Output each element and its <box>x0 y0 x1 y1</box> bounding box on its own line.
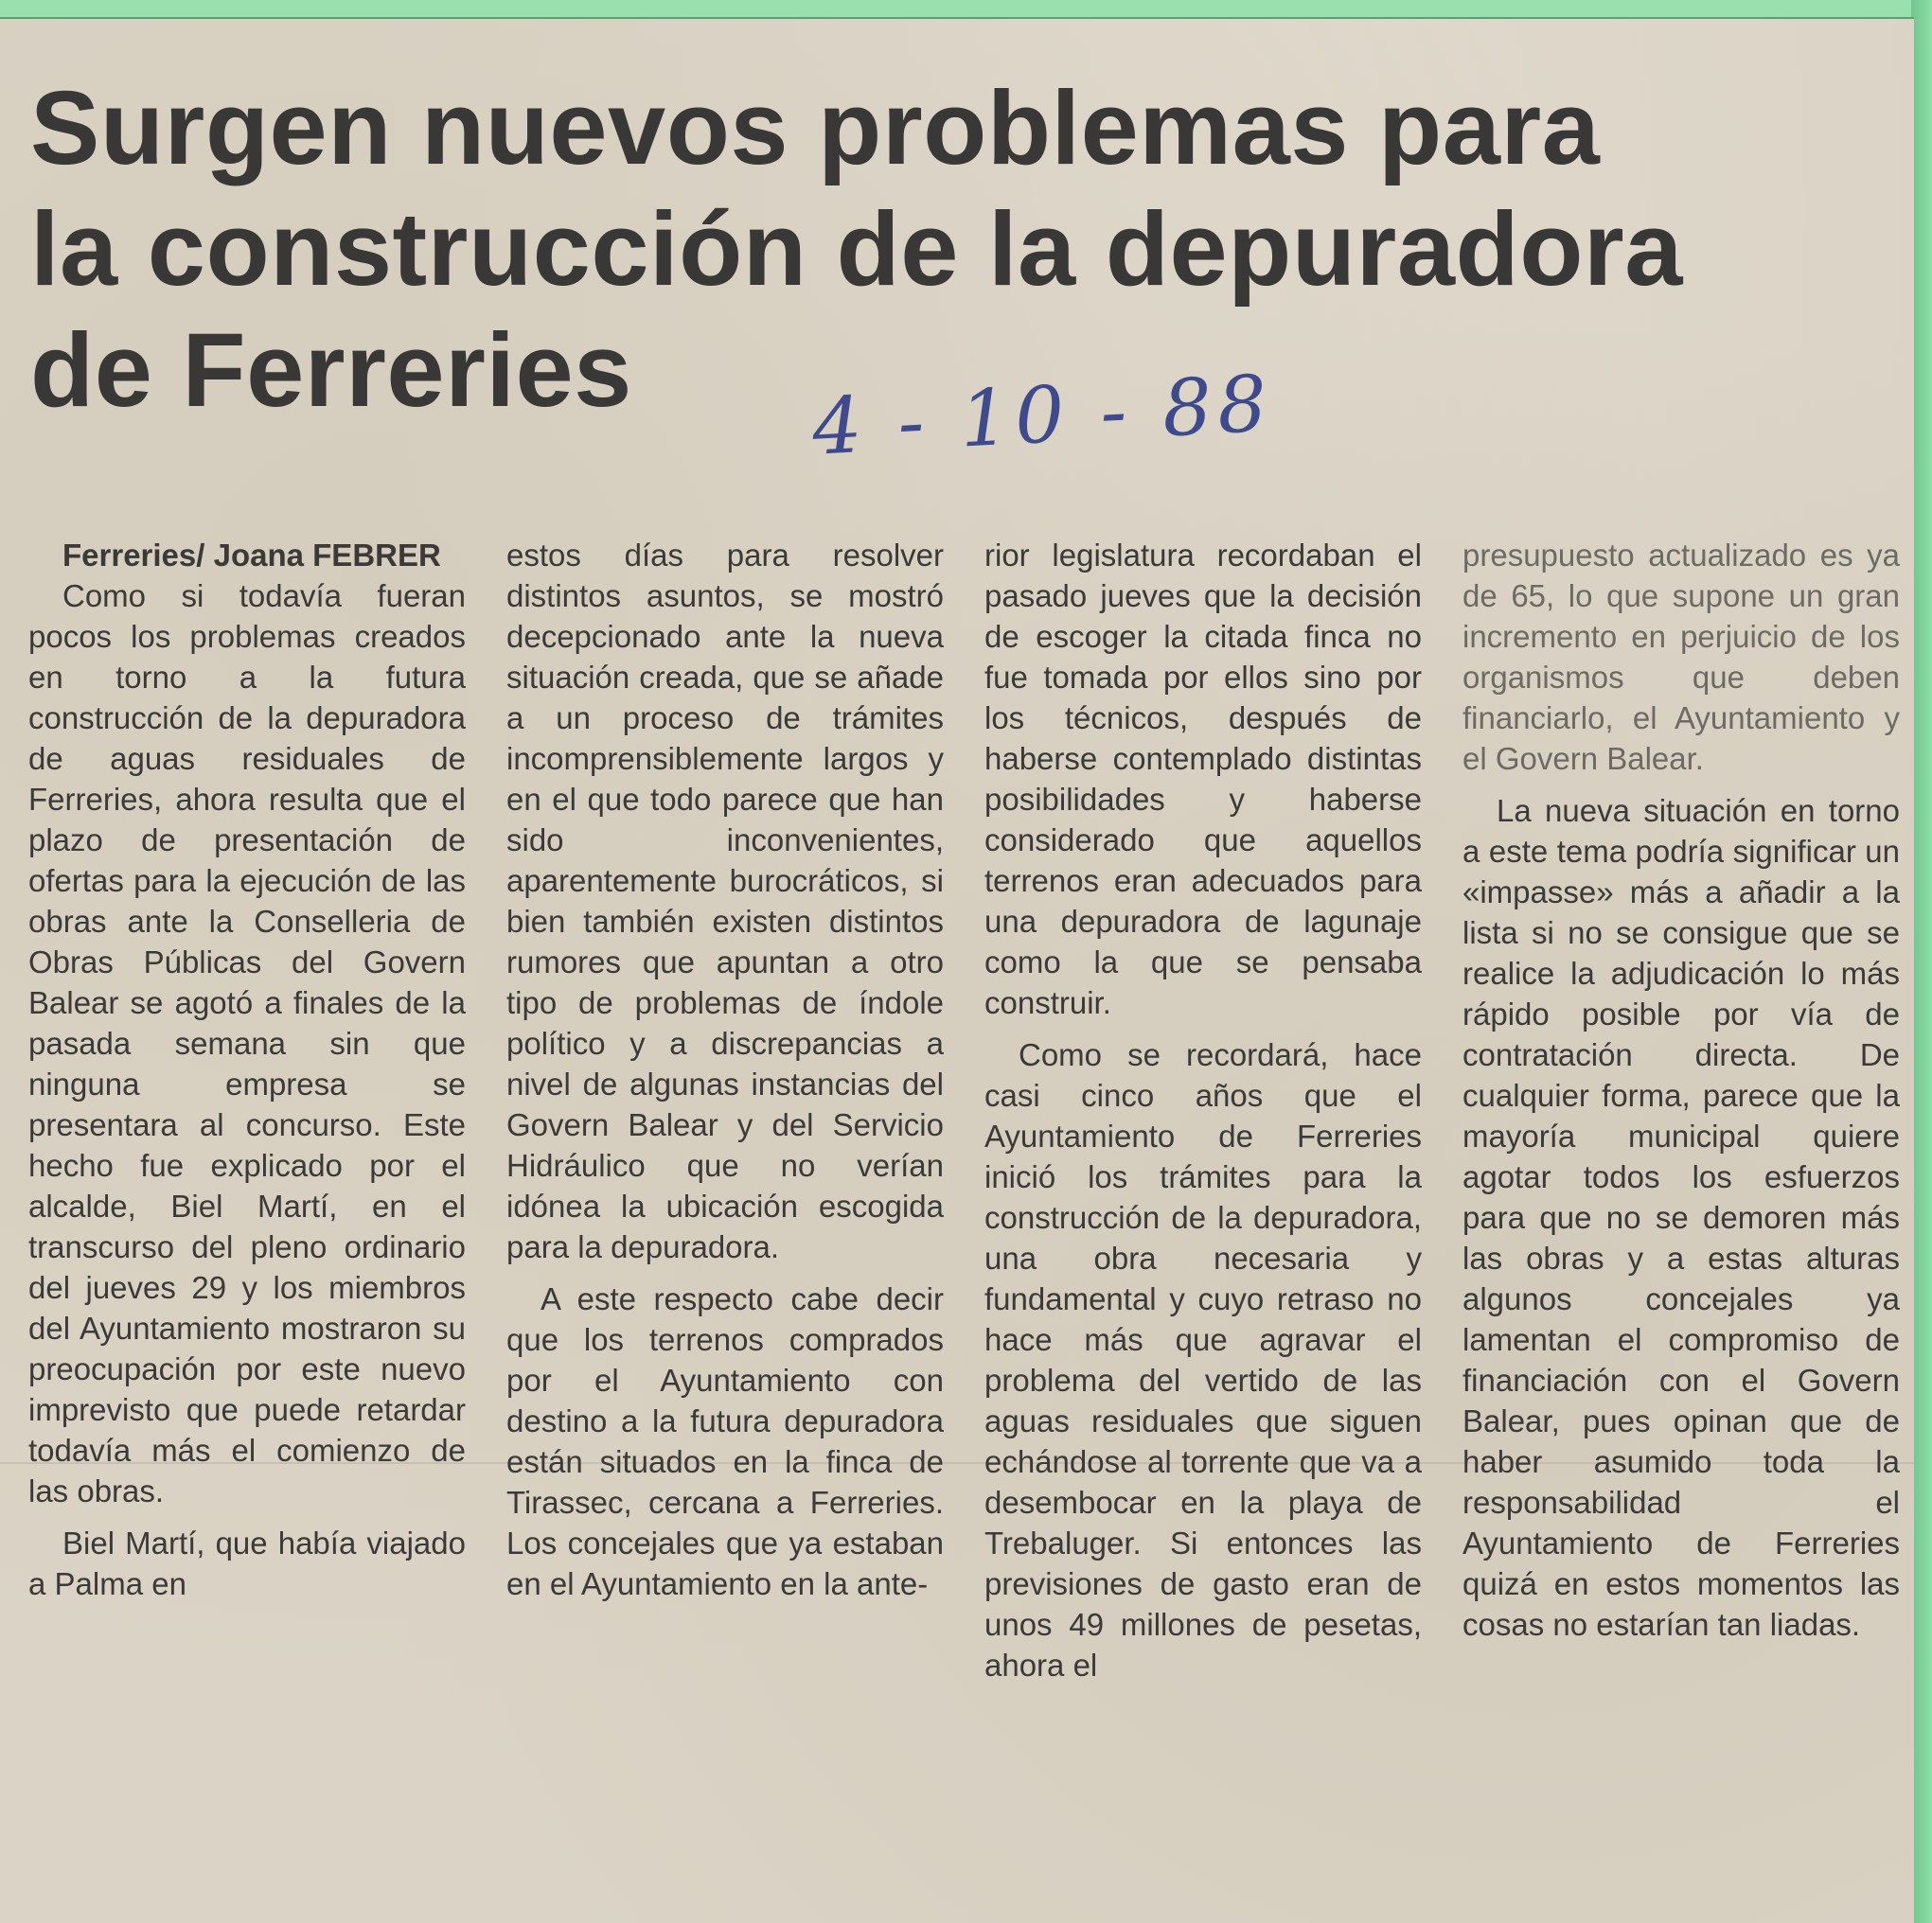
text-column-2 <box>506 535 944 1604</box>
text-column-1 <box>28 535 466 1604</box>
paragraph: estos días para resolver distintos asuntos, se mostró decepcionado ante la nueva situación creada, que se añade a un proceso de trámites incomprensiblemente largos y en el que todo parece que han sido inconvenientes, aparentemente burocráticos, si bien también existen distintos rumores que apuntan a otro tipo de problemas de índole político y a discrepancias a nivel de algunas instancias del Govern Balear y del Servicio Hidráulico que no verían idónea la ubicación escogida para la depuradora. <box>506 538 944 1264</box>
paragraph: Como se recordará, hace casi cinco años que el Ayuntamiento de Ferreries inició los trámites para la construcción de la depuradora, una obra necesaria y fundamental y cuyo retraso no hace más que agravar el problema del vertido de las aguas residuales que siguen echándose al torrente que va a desembocar en la playa de Trebaluger. Si entonces las previsiones de gasto eran de unos 49 millones de pesetas, ahora el <box>984 1037 1422 1683</box>
paragraph: Como si todavía fueran pocos los problemas creados en torno a la futura construcción de la depuradora de aguas residuales de Ferreries, ahora resulta que el plazo de presentación de ofertas para la ejecución de las obras ante la Conselleria de Obras Públicas del Govern Balear se agotó a finales de la pasada semana sin que ninguna empresa se presentara al concurso. Este hecho fue explicado por el alcalde, Biel Martí, en el transcurso del pleno ordinario del jueves 29 y los miembros del Ayuntamiento mostraron su preocupación por este nuevo imprevisto que puede retardar todavía más el comienzo de las obras. <box>28 578 466 1508</box>
scan-background-right <box>1911 0 1932 1923</box>
headline-line-3: de Ferreries <box>30 312 632 429</box>
paragraph: A este respecto cabe decir que los terrenos comprados por el Ayuntamiento con destino a la futura depuradora están situados en la finca de Tirassec, cercana a Ferreries. Los concejales que ya estaban en el Ayuntamiento en la ante- <box>506 1281 944 1601</box>
headline-line-1: Surgen nuevos problemas para <box>30 70 1601 186</box>
text-column-3 <box>984 535 1422 1685</box>
paragraph: presupuesto actualizado es ya de 65, lo que supone un gran incremento en perjuicio de los organismos que deben financiarlo, el Ayuntamiento y el Govern Balear. <box>1462 538 1900 776</box>
newspaper-clipping <box>0 17 1914 1923</box>
paragraph: rior legislatura recordaban el pasado jueves que la decisión de escoger la citada finca no fue tomada por ellos sino por los técnicos, después de haberse contemplado distintas posibilidades y haberse considerado que aquellos terrenos eran adecuados para una depuradora de lagunaje como la que se pensaba construir. <box>984 538 1422 1020</box>
headline-line-2: la construcción de la depuradora <box>30 191 1683 308</box>
article-body <box>28 535 1898 1879</box>
paragraph: La nueva situación en torno a este tema podría significar un «impasse» más a añadir a la lista si no se consigue que se realice la adjudicación lo más rápido posible por vía de contratación directa. De cualquier forma, parece que la mayoría municipal quiere agotar todos los esfuerzos para que no se demoren más las obras y a estas alturas algunos concejales ya lamentan el compromiso de financiación con el Govern Balear, pues opinan que de haber asumido toda la responsabilidad el Ayuntamiento de Ferreries quizá en estos momentos las cosas no estarían tan liadas. <box>1462 793 1900 1642</box>
text-column-4 <box>1462 535 1900 1645</box>
byline: Ferreries/ Joana FEBRER <box>62 538 441 573</box>
handwritten-date: 4 - 10 - 88 <box>809 359 1275 473</box>
paragraph: Biel Martí, que había viajado a Palma en <box>28 1526 466 1601</box>
